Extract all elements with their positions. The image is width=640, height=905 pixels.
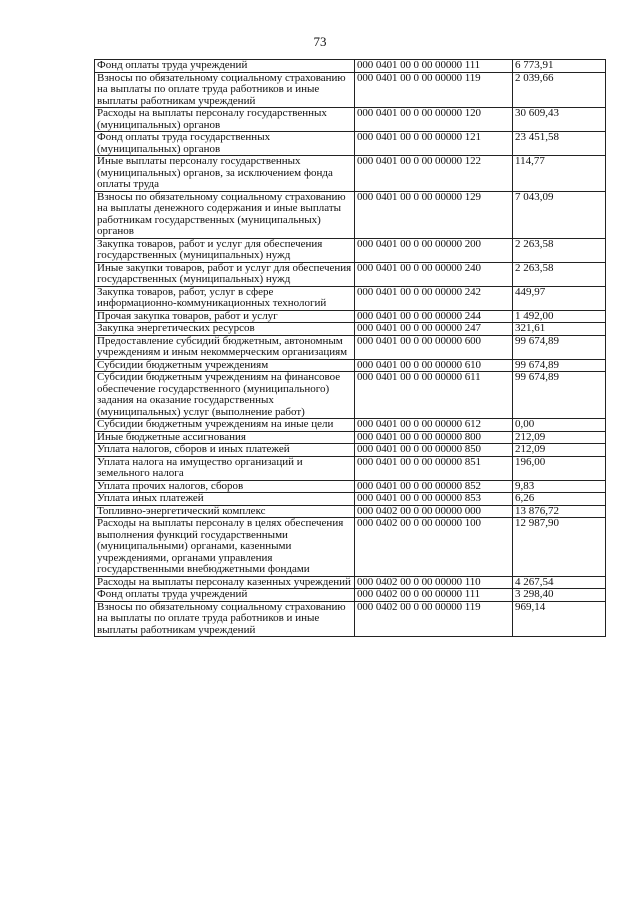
budget-code-cell: 000 0401 00 0 00 00000 611: [355, 372, 513, 419]
expense-name-cell: Уплата иных платежей: [95, 493, 355, 506]
budget-code-cell: 000 0401 00 0 00 00000 853: [355, 493, 513, 506]
table-row: [95, 60, 606, 73]
expense-name-cell: Взносы по обязательному социальному страхованию на выплаты по оплате труда работников и иные выплаты работникам учреждений: [95, 72, 355, 108]
budget-code-cell: 000 0401 00 0 00 00000 240: [355, 262, 513, 286]
budget-code-cell: 000 0401 00 0 00 00000 200: [355, 238, 513, 262]
expense-name-cell: Уплата налогов, сборов и иных платежей: [95, 444, 355, 457]
amount-cell: 4 267,54: [513, 576, 606, 589]
amount-cell: 212,09: [513, 431, 606, 444]
table-row: [95, 238, 606, 262]
amount-cell: 2 263,58: [513, 262, 606, 286]
amount-cell: 23 451,58: [513, 132, 606, 156]
expense-name-cell: Топливно-энергетический комплекс: [95, 505, 355, 518]
table-row: [95, 156, 606, 192]
expense-name-cell: Субсидии бюджетным учреждениям на иные цели: [95, 419, 355, 432]
amount-cell: 114,77: [513, 156, 606, 192]
amount-cell: 13 876,72: [513, 505, 606, 518]
table-row: [95, 419, 606, 432]
table-row: [95, 480, 606, 493]
table-row: [95, 372, 606, 419]
amount-cell: 212,09: [513, 444, 606, 457]
amount-cell: 6,26: [513, 493, 606, 506]
budget-code-cell: 000 0402 00 0 00 00000 110: [355, 576, 513, 589]
budget-code-cell: 000 0401 00 0 00 00000 612: [355, 419, 513, 432]
table-row: [95, 72, 606, 108]
budget-code-cell: 000 0402 00 0 00 00000 000: [355, 505, 513, 518]
expense-name-cell: Закупка товаров, работ, услуг в сфере информационно-коммуникационных технологий: [95, 286, 355, 310]
expense-name-cell: Иные бюджетные ассигнования: [95, 431, 355, 444]
expense-name-cell: Взносы по обязательному социальному страхованию на выплаты денежного содержания и иные выплаты работникам государственных (муниципальных) органов: [95, 191, 355, 238]
page-number: 73: [313, 34, 327, 49]
budget-code-cell: 000 0401 00 0 00 00000 121: [355, 132, 513, 156]
amount-cell: 7 043,09: [513, 191, 606, 238]
expense-name-cell: Фонд оплаты труда учреждений: [95, 60, 355, 73]
table-row: [95, 505, 606, 518]
budget-code-cell: 000 0401 00 0 00 00000 129: [355, 191, 513, 238]
expense-name-cell: Субсидии бюджетным учреждениям на финансовое обеспечение государственного (муниципального) задания на оказание государственных (муниципальных) услуг (выполнение работ): [95, 372, 355, 419]
budget-code-cell: 000 0401 00 0 00 00000 119: [355, 72, 513, 108]
amount-cell: 321,61: [513, 323, 606, 336]
amount-cell: 1 492,00: [513, 310, 606, 323]
budget-table-body: [95, 60, 606, 637]
table-row: [95, 518, 606, 577]
budget-code-cell: 000 0402 00 0 00 00000 100: [355, 518, 513, 577]
table-row: [95, 323, 606, 336]
budget-code-cell: 000 0401 00 0 00 00000 851: [355, 456, 513, 480]
budget-code-cell: 000 0402 00 0 00 00000 111: [355, 589, 513, 602]
expense-name-cell: Субсидии бюджетным учреждениям: [95, 359, 355, 372]
table-row: [95, 431, 606, 444]
budget-code-cell: 000 0401 00 0 00 00000 244: [355, 310, 513, 323]
table-row: [95, 576, 606, 589]
table-row: [95, 132, 606, 156]
expense-name-cell: Уплата налога на имущество организаций и земельного налога: [95, 456, 355, 480]
amount-cell: 30 609,43: [513, 108, 606, 132]
expense-name-cell: Закупка товаров, работ и услуг для обеспечения государственных (муниципальных) нужд: [95, 238, 355, 262]
budget-table: [94, 59, 606, 637]
table-row: [95, 335, 606, 359]
table-row: [95, 493, 606, 506]
expense-name-cell: Расходы на выплаты персоналу государственных (муниципальных) органов: [95, 108, 355, 132]
table-row: [95, 191, 606, 238]
amount-cell: 449,97: [513, 286, 606, 310]
amount-cell: 6 773,91: [513, 60, 606, 73]
budget-code-cell: 000 0401 00 0 00 00000 111: [355, 60, 513, 73]
amount-cell: 196,00: [513, 456, 606, 480]
amount-cell: 9,83: [513, 480, 606, 493]
table-row: [95, 286, 606, 310]
amount-cell: 0,00: [513, 419, 606, 432]
table-row: [95, 359, 606, 372]
expense-name-cell: Фонд оплаты труда государственных (муниципальных) органов: [95, 132, 355, 156]
amount-cell: 969,14: [513, 601, 606, 637]
table-row: [95, 108, 606, 132]
budget-code-cell: 000 0401 00 0 00 00000 122: [355, 156, 513, 192]
expense-name-cell: Уплата прочих налогов, сборов: [95, 480, 355, 493]
budget-code-cell: 000 0402 00 0 00 00000 119: [355, 601, 513, 637]
table-row: [95, 601, 606, 637]
expense-name-cell: Иные выплаты персоналу государственных (муниципальных) органов, за исключением фонда оплаты труда: [95, 156, 355, 192]
table-row: [95, 262, 606, 286]
table-row: [95, 589, 606, 602]
amount-cell: 2 263,58: [513, 238, 606, 262]
expense-name-cell: Расходы на выплаты персоналу казенных учреждений: [95, 576, 355, 589]
expense-name-cell: Фонд оплаты труда учреждений: [95, 589, 355, 602]
budget-code-cell: 000 0401 00 0 00 00000 852: [355, 480, 513, 493]
amount-cell: 99 674,89: [513, 335, 606, 359]
budget-code-cell: 000 0401 00 0 00 00000 610: [355, 359, 513, 372]
expense-name-cell: Взносы по обязательному социальному страхованию на выплаты по оплате труда работников и иные выплаты работникам учреждений: [95, 601, 355, 637]
expense-name-cell: Иные закупки товаров, работ и услуг для обеспечения государственных (муниципальных) нужд: [95, 262, 355, 286]
amount-cell: 2 039,66: [513, 72, 606, 108]
amount-cell: 12 987,90: [513, 518, 606, 577]
amount-cell: 99 674,89: [513, 372, 606, 419]
budget-code-cell: 000 0401 00 0 00 00000 120: [355, 108, 513, 132]
amount-cell: 3 298,40: [513, 589, 606, 602]
expense-name-cell: Закупка энергетических ресурсов: [95, 323, 355, 336]
table-row: [95, 456, 606, 480]
expense-name-cell: Прочая закупка товаров, работ и услуг: [95, 310, 355, 323]
budget-code-cell: 000 0401 00 0 00 00000 247: [355, 323, 513, 336]
table-row: [95, 444, 606, 457]
budget-code-cell: 000 0401 00 0 00 00000 800: [355, 431, 513, 444]
table-row: [95, 310, 606, 323]
budget-code-cell: 000 0401 00 0 00 00000 242: [355, 286, 513, 310]
budget-code-cell: 000 0401 00 0 00 00000 600: [355, 335, 513, 359]
expense-name-cell: Расходы на выплаты персоналу в целях обеспечения выполнения функций государственными (муниципальными) органами, казенными учреждениями, органами управления государственными внебюджетными фондами: [95, 518, 355, 577]
budget-code-cell: 000 0401 00 0 00 00000 850: [355, 444, 513, 457]
expense-name-cell: Предоставление субсидий бюджетным, автономным учреждениям и иным некоммерческим организациям: [95, 335, 355, 359]
amount-cell: 99 674,89: [513, 359, 606, 372]
